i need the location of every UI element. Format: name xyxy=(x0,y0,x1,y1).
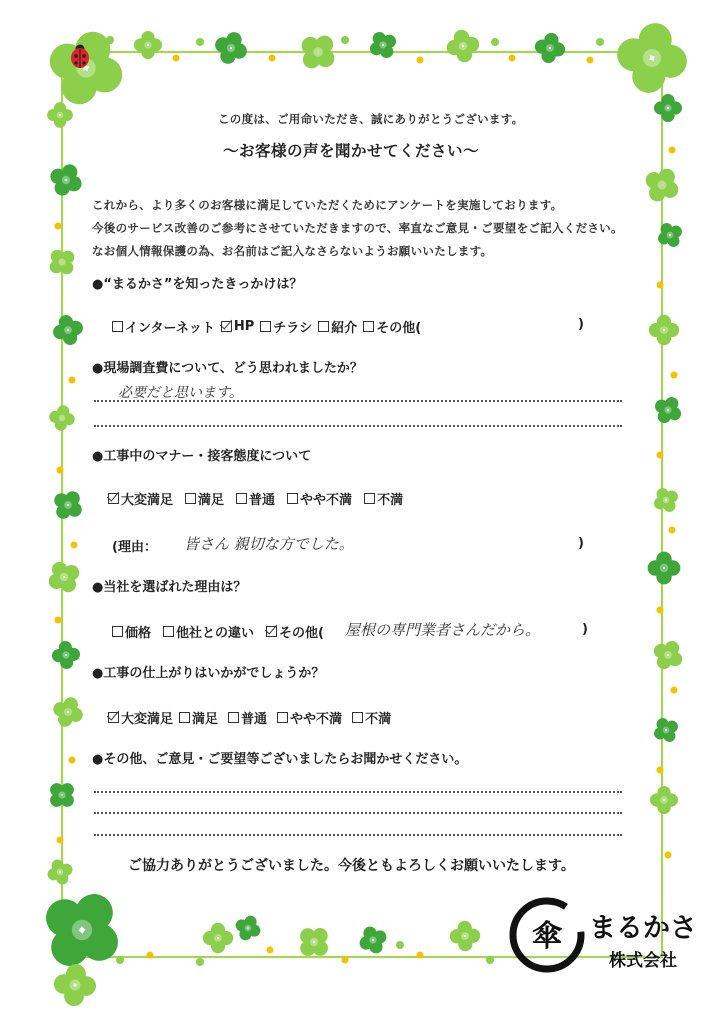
q3-option-average[interactable]: 普通 xyxy=(236,489,275,508)
clover-icon xyxy=(649,391,687,429)
q4-option-other[interactable]: その他( xyxy=(266,622,324,641)
q3-handwritten-reason: 皆さん 親切な方でした。 xyxy=(184,535,354,553)
green-dot xyxy=(486,956,494,964)
yellow-dot xyxy=(147,952,154,959)
green-dot xyxy=(491,38,499,46)
green-dot xyxy=(116,956,124,964)
yellow-dot xyxy=(173,55,180,62)
clover-icon xyxy=(648,482,683,517)
checkbox[interactable] xyxy=(112,321,123,332)
q1-option-flyer[interactable]: チラシ xyxy=(260,317,312,336)
checkbox[interactable] xyxy=(352,712,363,723)
checkbox[interactable] xyxy=(185,493,196,504)
clover-icon xyxy=(532,30,567,65)
green-dot xyxy=(341,36,349,44)
yellow-dot xyxy=(55,617,62,624)
logo-name: まるかさ xyxy=(589,913,697,944)
checkbox[interactable] xyxy=(364,493,375,504)
q3-options xyxy=(108,489,409,508)
yellow-dot xyxy=(417,952,424,959)
seal-circle-icon xyxy=(505,890,595,980)
clover-icon xyxy=(38,20,134,116)
clover-icon xyxy=(134,31,162,59)
q1-close-paren: ) xyxy=(578,317,584,332)
q4-option-difference[interactable]: 他社との違い xyxy=(163,622,254,641)
checkbox-checked[interactable] xyxy=(108,712,119,723)
q3-option-dissatisfied[interactable]: 不満 xyxy=(364,489,403,508)
survey-title: ～お客様の声を聞かせてください～ xyxy=(223,142,480,160)
q3-option-satisfied[interactable]: 満足 xyxy=(185,489,224,508)
checkbox[interactable] xyxy=(260,321,271,332)
logo-company: 株式会社 xyxy=(609,951,677,971)
q4-close-paren: ) xyxy=(582,622,588,637)
clover-icon xyxy=(42,555,87,600)
checkbox[interactable] xyxy=(287,493,298,504)
answer-line xyxy=(94,400,622,402)
question-6: ●その他、ご意見・ご要望等ございましたらお聞かせください。 xyxy=(92,752,468,767)
q2-handwritten-answer: 必要だと思います。 xyxy=(118,385,243,401)
clover-icon xyxy=(47,403,77,433)
checkbox[interactable] xyxy=(112,626,123,637)
green-dot xyxy=(596,38,604,46)
clover-icon xyxy=(49,311,86,348)
yellow-dot xyxy=(665,852,672,859)
answer-line xyxy=(94,834,622,836)
clover-icon xyxy=(210,27,252,69)
yellow-dot xyxy=(57,467,64,474)
q4-options xyxy=(112,622,330,641)
question-3: ●工事中のマナー・接客態度について xyxy=(92,449,312,464)
q5-options xyxy=(108,708,397,727)
checkbox[interactable] xyxy=(228,712,239,723)
checkbox[interactable] xyxy=(363,321,374,332)
yellow-dot xyxy=(55,223,62,230)
clover-icon xyxy=(51,640,81,670)
clover-icon xyxy=(611,17,692,98)
yellow-dot xyxy=(509,55,516,62)
clover-icon xyxy=(654,94,682,122)
q4-option-price[interactable]: 価格 xyxy=(112,622,151,641)
checkbox[interactable] xyxy=(179,712,190,723)
checkbox[interactable] xyxy=(277,712,288,723)
yellow-dot xyxy=(417,57,424,64)
clover-icon xyxy=(52,962,98,1008)
logo-seal-char: 傘 xyxy=(532,919,562,954)
q3-option-very-satisfied[interactable]: 大変満足 xyxy=(108,489,173,508)
checkbox-checked[interactable] xyxy=(266,626,277,637)
yellow-dot xyxy=(269,55,276,62)
yellow-dot xyxy=(57,837,64,844)
q4-handwritten-other: 屋根の専門業者さんだから。 xyxy=(345,621,541,639)
intro-line-2: 今後のサービス改善のご参考にさせていただきますので、率直なご意見・ご要望をご記入ください。 xyxy=(92,221,623,235)
q1-option-internet[interactable]: インターネット xyxy=(112,317,215,336)
answer-line xyxy=(94,425,622,427)
green-dot xyxy=(196,958,204,966)
checkbox-checked[interactable] xyxy=(108,493,119,504)
q1-option-hp[interactable]: HP xyxy=(221,319,254,334)
checkbox[interactable] xyxy=(318,321,329,332)
checkbox[interactable] xyxy=(163,626,174,637)
q3-close-paren: ) xyxy=(578,536,584,551)
yellow-dot xyxy=(587,57,594,64)
q3-option-somewhat-dissatisfied[interactable]: やや不満 xyxy=(287,489,352,508)
q5-option-very-satisfied[interactable]: 大変満足 xyxy=(108,708,173,727)
question-1: ●“まるかさ”を知ったきっかけは？ xyxy=(92,277,303,292)
q5-option-satisfied[interactable]: 満足 xyxy=(179,708,218,727)
clover-icon xyxy=(650,786,678,814)
green-dot xyxy=(396,941,404,949)
yellow-dot xyxy=(69,757,76,764)
clover-icon xyxy=(647,634,689,676)
intro-line-1: これから、より多くのお客様に満足していただくためにアンケートを実施しております。 xyxy=(92,198,563,212)
clover-icon xyxy=(652,217,687,252)
yellow-dot xyxy=(669,527,676,534)
yellow-dot xyxy=(671,687,678,694)
green-dot xyxy=(106,36,114,44)
yellow-dot xyxy=(71,542,78,549)
company-logo xyxy=(505,890,705,980)
clover-icon xyxy=(648,552,681,585)
yellow-dot xyxy=(669,147,676,154)
thanks-message: ご協力ありがとうございました。今後ともよろしくお願いいたします。 xyxy=(128,858,575,874)
yellow-dot xyxy=(267,947,274,954)
answer-line xyxy=(94,812,622,814)
clover-icon xyxy=(49,693,88,732)
q1-option-other[interactable]: その他( xyxy=(363,317,421,336)
clover-icon xyxy=(44,856,77,889)
clover-icon xyxy=(44,158,88,202)
question-2: ●現場調査費について、どう思われましたか？ xyxy=(92,361,363,376)
clover-icon xyxy=(649,315,679,345)
q5-option-somewhat-dissatisfied[interactable]: やや不満 xyxy=(277,708,342,727)
yellow-dot xyxy=(657,767,664,774)
clover-icon xyxy=(203,923,233,953)
clover-icon xyxy=(449,920,480,951)
yellow-dot xyxy=(657,607,664,614)
q1-options xyxy=(112,317,427,336)
intro-line-3: なお個人情報保護の為、お名前はご記入なさらないようお願いいたします。 xyxy=(92,244,493,258)
clover-icon xyxy=(47,102,73,128)
clover-icon xyxy=(47,484,89,526)
yellow-dot xyxy=(657,452,664,459)
yellow-dot xyxy=(657,282,664,289)
yellow-dot xyxy=(69,377,76,384)
q5-option-dissatisfied[interactable]: 不満 xyxy=(352,708,391,727)
question-4: ●当社を選ばれた理由は？ xyxy=(92,580,247,595)
question-5: ●工事の仕上がりはいかがでしょうか？ xyxy=(92,666,325,681)
yellow-dot xyxy=(342,957,349,964)
clover-icon xyxy=(291,919,337,965)
clover-icon xyxy=(648,712,683,747)
clover-icon xyxy=(444,27,482,65)
clover-icon xyxy=(231,911,265,945)
clover-icon xyxy=(354,921,391,958)
clover-icon xyxy=(364,26,402,64)
answer-line xyxy=(94,791,622,793)
green-dot xyxy=(196,38,204,46)
q3-reason-label: (理由： xyxy=(112,540,157,555)
q5-option-average[interactable]: 普通 xyxy=(228,708,267,727)
yellow-dot xyxy=(671,372,678,379)
greeting-text: この度は、ご用命いただき、誠にありがとうございます。 xyxy=(218,112,524,126)
q1-option-referral[interactable]: 紹介 xyxy=(318,317,357,336)
checkbox[interactable] xyxy=(236,493,247,504)
checkbox-checked[interactable] xyxy=(221,321,232,332)
